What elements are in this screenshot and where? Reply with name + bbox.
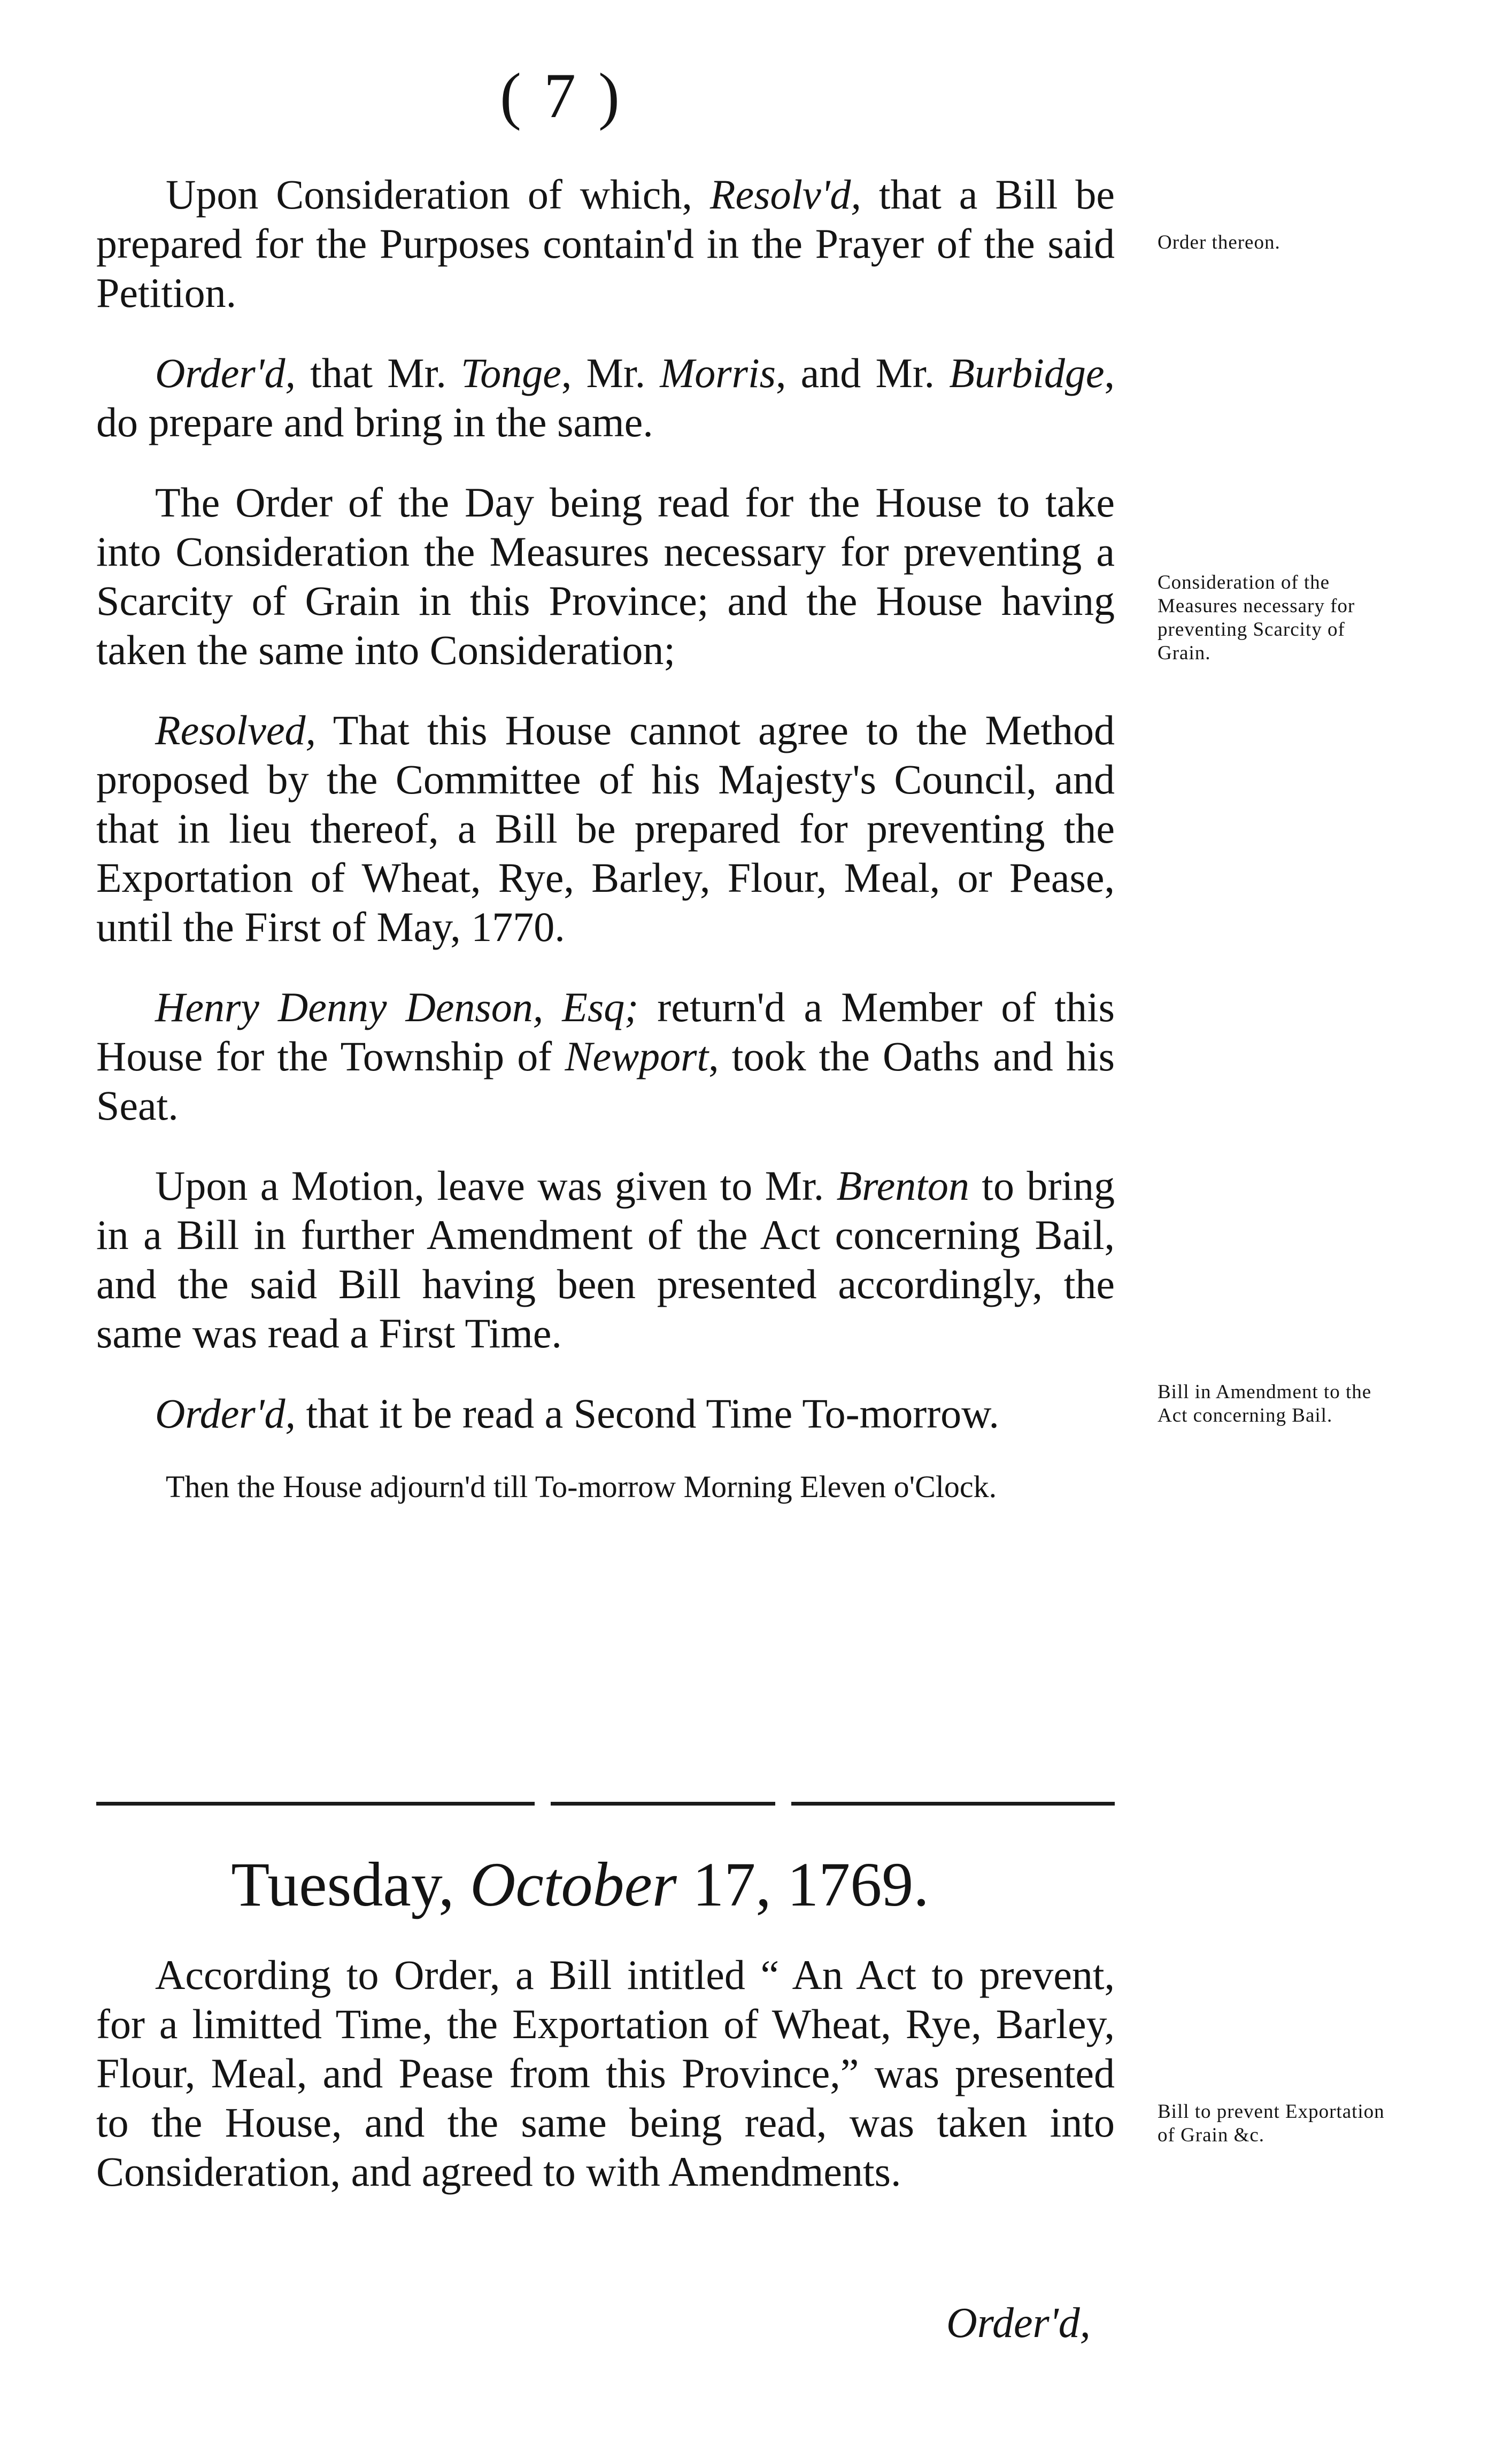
italic-run: Tonge [461, 350, 561, 396]
text-run: , do prepare and bring in the same. [96, 350, 1115, 445]
italic-run: Resolved, [155, 707, 317, 753]
text-run: return'd a Member of this House for the Township of [96, 984, 1115, 1079]
text-run: Upon a Motion, leave was given to Mr. [155, 1162, 837, 1209]
heading-month: October [470, 1849, 677, 1919]
paragraph-order-of-day [96, 478, 1115, 675]
paragraph-member-returned [96, 983, 1115, 1130]
page-number: ( 7 ) [500, 60, 623, 131]
divider-rule [96, 1802, 535, 1806]
margin-note-order-thereon: Order thereon. [1158, 232, 1280, 253]
paragraph-second-reading [96, 1389, 1115, 1438]
margin-note-grain-scarcity: Consideration of the Measures necessary for preventing Scarcity of Grain. [1158, 572, 1355, 664]
section-heading-date [0, 1850, 1160, 1919]
catchword: Order'd, [946, 2300, 1091, 2347]
paragraph-resolved-bill [96, 706, 1115, 952]
paragraph-resolution [96, 170, 1115, 318]
text-run: , took the Oaths and his Seat. [96, 1033, 1115, 1129]
heading-day: Tuesday, [231, 1849, 470, 1919]
text-run: According to Order, a Bill intitled “ An Act to prevent, for a limitted Time, the Exportation of Wheat, Rye, Barley, Flour, Meal, and Pease from this Province,” was presented to the House, and the same being read, was taken into Consideration, and agreed to with Amendments. [96, 1952, 1115, 2195]
italic-run: Order'd, [155, 1390, 296, 1437]
italic-run: Morris [660, 350, 776, 396]
italic-run: Order'd, [155, 350, 296, 396]
italic-run: Newport [565, 1033, 709, 1079]
text-run: that a Bill be prepared for the Purposes contain'd in the Prayer of the said Petition. [96, 171, 1115, 316]
text-run: , and Mr. [775, 350, 950, 396]
journal-body [96, 170, 1115, 1505]
italic-run: Resolv'd, [709, 171, 861, 218]
margin-note-grain-export: Bill to prevent Exportation of Grain &c. [1158, 2101, 1385, 2146]
margin-note-bail-bill: Bill in Amendment to the Act concerning Bail. [1158, 1381, 1372, 1426]
paragraph-export-bill [96, 1950, 1115, 2196]
text-run: , Mr. [561, 350, 660, 396]
paragraph-order-prepare [96, 349, 1115, 447]
journal-body-oct17 [96, 1950, 1115, 2227]
text-run: that it be read a Second Time To-morrow. [295, 1390, 999, 1437]
section-divider [96, 1802, 1115, 1809]
text-run: That this House cannot agree to the Method proposed by the Committee of his Majesty's Council, and that in lieu thereof, a Bill be prepared for preventing the Exportation of Wheat, Rye, Barley, Flour, Meal, or Pease, until the First of May, 1770. [96, 707, 1115, 950]
divider-rule [551, 1802, 775, 1806]
italic-run: Burbidge [949, 350, 1105, 396]
text-run: The Order of the Day being read for the House to take into Consideration the Measures necessary for preventing a Scarcity of Grain in this Province; and the House having taken the same into Consideration; [96, 479, 1115, 673]
divider-rule [791, 1802, 1115, 1806]
text-run: to bring in a Bill in further Amendment of the Act concerning Bail, and the said Bill having been presented accordingly, the same was read a First Time. [96, 1162, 1115, 1356]
heading-date: 17, 1769. [676, 1849, 929, 1919]
text-run: that Mr. [295, 350, 461, 396]
adjournment-note: Then the House adjourn'd till To-morrow Morning Eleven o'Clock. [166, 1469, 997, 1504]
text-run: Upon Consideration of which, [166, 171, 710, 218]
paragraph-bail-bill [96, 1161, 1115, 1358]
italic-run: Henry Denny Denson, Esq; [155, 984, 639, 1030]
italic-run: Brenton [836, 1162, 969, 1209]
